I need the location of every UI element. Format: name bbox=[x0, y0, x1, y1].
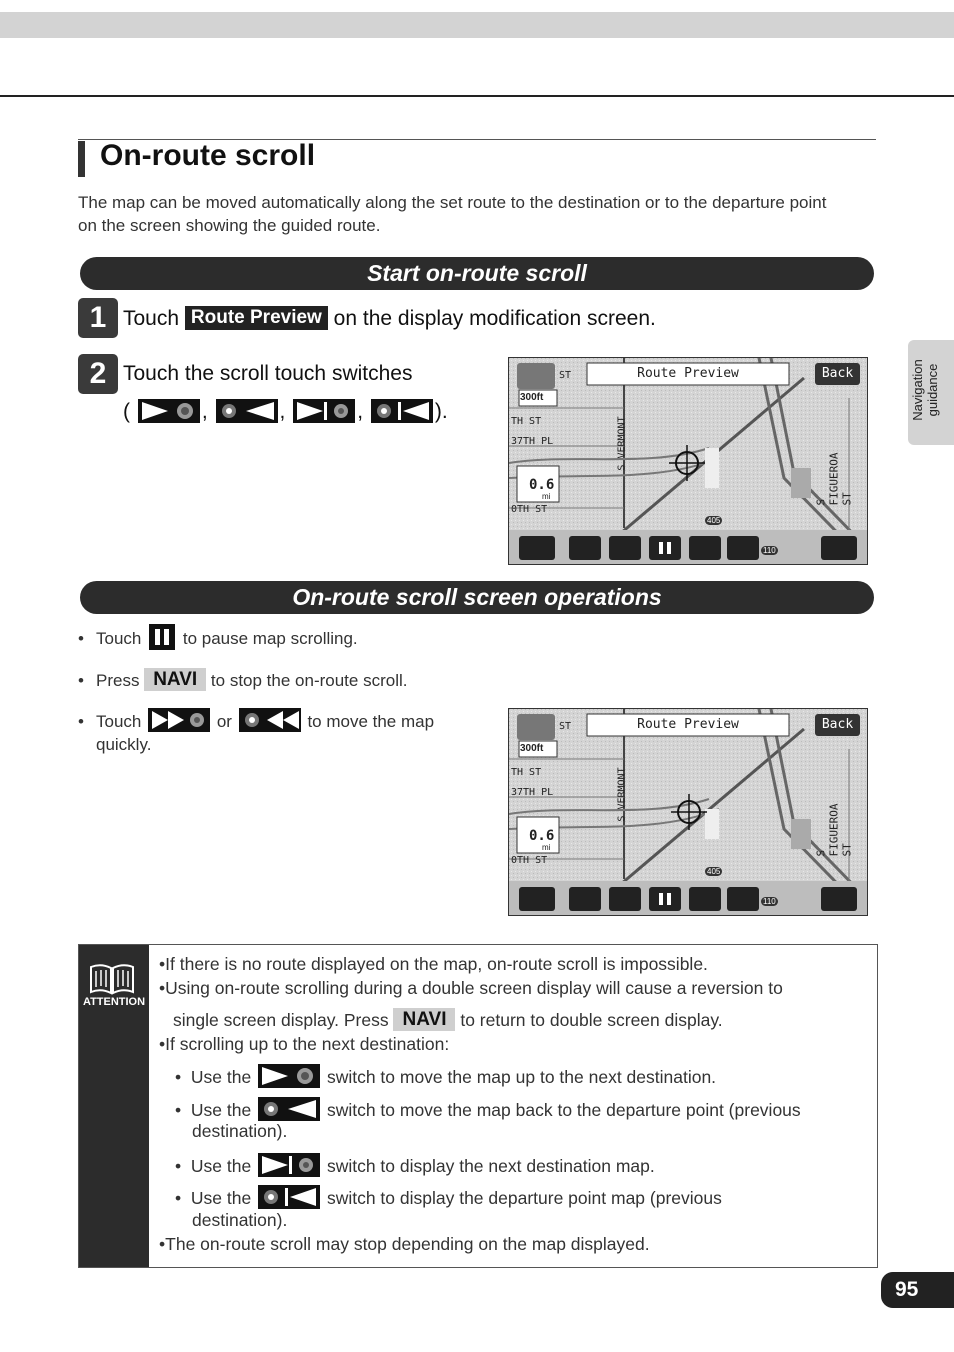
attention-sub-1-pre: Use the bbox=[190, 1067, 252, 1087]
map-shield-405: 405 bbox=[707, 516, 721, 525]
bullet-dot: • bbox=[175, 1067, 182, 1087]
attention-line-2 bbox=[159, 977, 783, 1000]
attention-sidebar bbox=[79, 945, 149, 1267]
fast-reverse-scroll-icon bbox=[216, 399, 278, 423]
map-scale: 300ft bbox=[520, 743, 544, 754]
side-tab-label: Navigation guidance bbox=[910, 359, 940, 421]
attention-line-3-pre: single screen display. Press bbox=[173, 1010, 389, 1030]
next-destination-map-icon bbox=[258, 1153, 320, 1177]
bullet-fast bbox=[78, 708, 434, 756]
sep-2: , bbox=[279, 400, 286, 423]
bullet-fast-pre: Touch bbox=[96, 712, 142, 731]
attention-line-5-text: The on-route scroll may stop depending on the map displayed. bbox=[165, 1234, 650, 1254]
paren-close: ). bbox=[434, 400, 448, 423]
bullet-dot: • bbox=[159, 1034, 166, 1054]
map-shield-110: 110 bbox=[763, 897, 776, 906]
pause-icon bbox=[149, 624, 175, 650]
next-destination-icon bbox=[293, 399, 355, 423]
bullet-fast-line2: quickly. bbox=[96, 735, 152, 754]
step-2-switches bbox=[123, 399, 448, 424]
bullet-dot: • bbox=[159, 954, 166, 974]
route-preview-button: Route Preview bbox=[185, 306, 328, 330]
attention-label: ATTENTION bbox=[82, 996, 146, 1008]
attention-sub-4-post: switch to display the departure point map (previous bbox=[326, 1188, 722, 1208]
attention-line-2-text: Using on-route scrolling during a double screen display will cause a reversion to bbox=[165, 978, 783, 998]
attention-line-1 bbox=[159, 953, 708, 976]
step-1-number: 1 bbox=[78, 298, 118, 338]
departure-point-map-icon bbox=[258, 1185, 320, 1209]
step-1-text bbox=[123, 306, 656, 331]
page-number: 95 bbox=[881, 1272, 954, 1308]
attention-sub-1 bbox=[175, 1064, 716, 1089]
attention-sub-3-post: switch to display the next destination map. bbox=[326, 1156, 655, 1176]
next-destination-scroll-icon bbox=[258, 1064, 320, 1088]
navi-key: NAVI bbox=[393, 1008, 455, 1031]
bullet-dot: • bbox=[78, 712, 84, 731]
header-band bbox=[0, 12, 954, 38]
attention-box bbox=[78, 944, 878, 1268]
attention-line-1-text: If there is no route displayed on the map, on-route scroll is impossible. bbox=[165, 954, 708, 974]
attention-line-4-text: If scrolling up to the next destination: bbox=[165, 1034, 450, 1054]
step-2-number: 2 bbox=[78, 354, 118, 394]
map-header-label: Route Preview bbox=[637, 366, 739, 381]
attention-sub-3 bbox=[175, 1153, 655, 1178]
attention-sub-4-line2: destination). bbox=[192, 1210, 288, 1230]
attention-sub-4 bbox=[175, 1185, 722, 1210]
section-screen-operations: On-route scroll screen operations bbox=[80, 581, 874, 614]
attention-sub-2-pre: Use the bbox=[190, 1100, 252, 1120]
map-street-vermont: S VERMONT bbox=[616, 416, 628, 471]
fast-forward-scroll-icon bbox=[138, 399, 200, 423]
attention-line-3 bbox=[173, 1008, 723, 1032]
bullet-dot: • bbox=[175, 1156, 182, 1176]
bullet-fast-post: to move the map bbox=[307, 712, 435, 731]
sep-3: , bbox=[357, 400, 364, 423]
bullet-navi-post: to stop the on-route scroll. bbox=[210, 671, 408, 690]
attention-sub-4-pre: Use the bbox=[190, 1188, 252, 1208]
bullet-pause bbox=[78, 624, 358, 650]
attention-sub-3-pre: Use the bbox=[190, 1156, 252, 1176]
bullet-dot: • bbox=[175, 1100, 182, 1120]
section-start-on-route-scroll: Start on-route scroll bbox=[80, 257, 874, 290]
map-street-vermont: S VERMONT bbox=[616, 767, 628, 822]
attention-line-4 bbox=[159, 1033, 449, 1056]
page-title: On-route scroll bbox=[100, 139, 316, 172]
map-street-3: 0TH ST bbox=[511, 504, 548, 515]
map-street-1: TH ST bbox=[511, 416, 542, 427]
map-street-0: ST bbox=[559, 370, 572, 381]
map-street-1: TH ST bbox=[511, 767, 542, 778]
map-street-3: 0TH ST bbox=[511, 855, 548, 866]
map-back-button: Back bbox=[821, 366, 854, 381]
route-preview-map-1 bbox=[508, 357, 868, 565]
bullet-pause-pre: Touch bbox=[96, 629, 142, 648]
attention-sub-2-post: switch to move the map back to the departure point (previous bbox=[326, 1100, 801, 1120]
map-shield-405: 405 bbox=[707, 867, 721, 876]
navi-key: NAVI bbox=[144, 668, 206, 691]
fast-forward-icon bbox=[148, 708, 210, 732]
bullet-dot: • bbox=[159, 978, 166, 998]
map-distance-unit: mi bbox=[542, 843, 551, 852]
header-rule bbox=[0, 95, 954, 97]
paren-open: ( bbox=[123, 400, 130, 423]
step-1-pre: Touch bbox=[123, 307, 180, 330]
bullet-navi bbox=[78, 668, 407, 692]
title-accent bbox=[78, 141, 85, 177]
bullet-dot: • bbox=[175, 1188, 182, 1208]
attention-line-5 bbox=[159, 1233, 650, 1256]
map-header-label: Route Preview bbox=[637, 717, 739, 732]
bullet-fast-or: or bbox=[216, 712, 232, 731]
attention-sub-1-post: switch to move the map up to the next destination. bbox=[326, 1067, 717, 1087]
attention-line-3-post: to return to double screen display. bbox=[460, 1010, 723, 1030]
map-distance: 0.6 bbox=[529, 828, 555, 844]
bullet-dot: • bbox=[78, 629, 84, 648]
bullet-dot: • bbox=[159, 1234, 166, 1254]
bullet-pause-post: to pause map scrolling. bbox=[182, 629, 358, 648]
attention-sub-2 bbox=[175, 1097, 801, 1122]
bullet-dot: • bbox=[78, 671, 84, 690]
map-street-figueroa: S FIGUEROA ST bbox=[814, 803, 854, 857]
side-tab bbox=[908, 340, 954, 445]
previous-destination-scroll-icon bbox=[258, 1097, 320, 1121]
sep-1: , bbox=[201, 400, 208, 423]
map-street-2: 37TH PL bbox=[511, 787, 554, 798]
map-distance: 0.6 bbox=[529, 477, 555, 493]
intro-text: The map can be moved automatically along the set route to the destination or to the departure point on the screen showing the guided route. bbox=[78, 193, 827, 235]
map-street-figueroa: S FIGUEROA ST bbox=[814, 452, 854, 506]
map-scale: 300ft bbox=[520, 392, 544, 403]
book-icon bbox=[89, 963, 135, 995]
map-street-0: ST bbox=[559, 721, 572, 732]
step-2-text: Touch the scroll touch switches bbox=[123, 362, 413, 385]
attention-sub-2-line2: destination). bbox=[192, 1121, 288, 1141]
bullet-navi-pre: Press bbox=[96, 671, 140, 690]
route-preview-map-2 bbox=[508, 708, 868, 916]
map-street-2: 37TH PL bbox=[511, 436, 554, 447]
fast-reverse-icon bbox=[239, 708, 301, 732]
map-shield-110: 110 bbox=[763, 546, 776, 555]
departure-point-icon bbox=[371, 399, 433, 423]
map-distance-unit: mi bbox=[542, 492, 551, 501]
map-back-button: Back bbox=[821, 717, 854, 732]
step-1-post: on the display modification screen. bbox=[333, 307, 656, 330]
